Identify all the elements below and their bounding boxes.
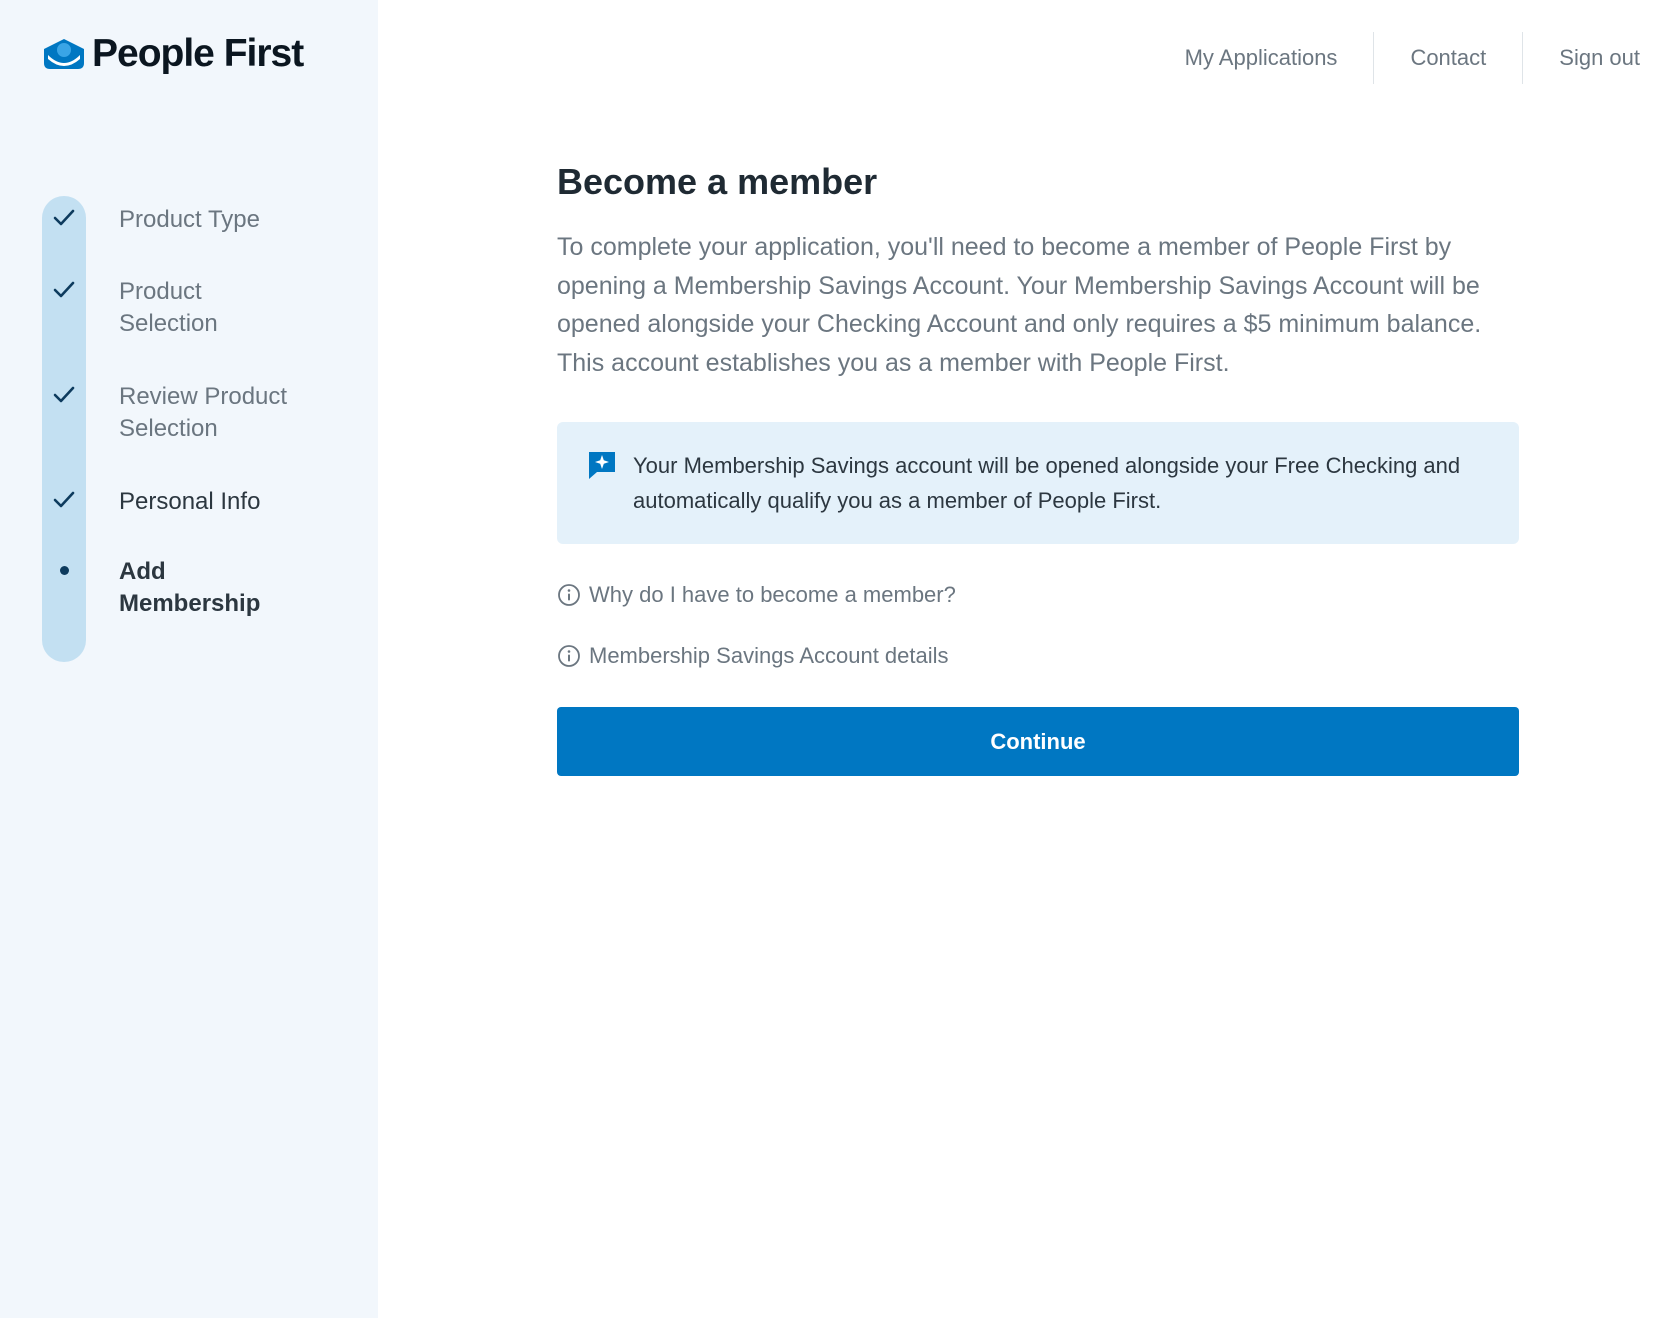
- step-label: Add Membership: [119, 558, 261, 617]
- account-details-link[interactable]: [557, 643, 1519, 669]
- check-icon: [50, 381, 78, 409]
- account-details-label: Membership Savings Account details: [589, 643, 949, 668]
- step-label: Personal Info: [119, 488, 261, 515]
- current-step-dot-icon: [50, 556, 78, 584]
- nav-my-applications[interactable]: My Applications: [1184, 45, 1338, 70]
- why-member-link[interactable]: [557, 582, 1519, 608]
- check-icon: [50, 276, 78, 304]
- brand-logo[interactable]: [42, 34, 303, 73]
- intro-paragraph: To complete your application, you'll need to become a member of People First by opening a Membership Savings Account. Your Membership Savings Account will be opened alongside your Checking Account and only requires a $5 minimum balance. This account establishes you as a member with People First.: [557, 233, 1482, 377]
- top-navigation: [1149, 32, 1640, 84]
- check-icon: [50, 204, 78, 232]
- stepper-track: [42, 196, 86, 662]
- step-label: Product Type: [119, 206, 260, 233]
- main-content: [557, 160, 1519, 776]
- continue-button[interactable]: Continue: [557, 707, 1519, 776]
- sidebar: [0, 0, 378, 1318]
- logo-icon: [42, 37, 86, 71]
- info-icon: [557, 644, 581, 668]
- step-label: Review Product Selection: [119, 383, 288, 442]
- check-icon: [50, 486, 78, 514]
- nav-sign-out[interactable]: Sign out: [1522, 32, 1640, 84]
- why-member-label: Why do I have to become a member?: [589, 582, 956, 607]
- info-callout: [557, 422, 1519, 544]
- callout-text: Your Membership Savings account will be opened alongside your Free Checking and automatically qualify you as a member of People First.: [633, 453, 1461, 513]
- sparkle-chat-icon: [587, 450, 617, 480]
- info-icon: [557, 583, 581, 607]
- page-title: Become a member: [557, 161, 878, 202]
- brand-name: People First: [92, 32, 304, 75]
- nav-contact[interactable]: Contact: [1373, 32, 1522, 84]
- step-label: Product Selection: [119, 278, 218, 337]
